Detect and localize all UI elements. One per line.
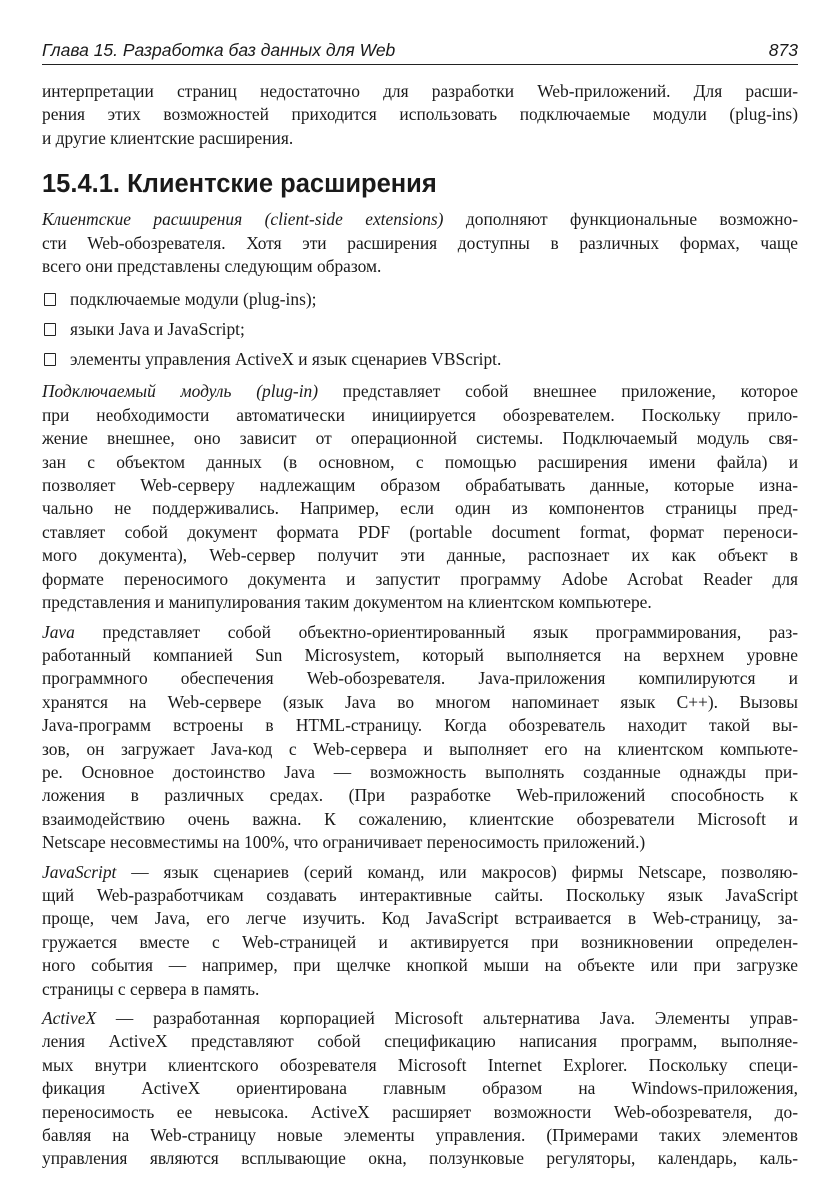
text-line: ного события — например, при щелчке кнопкой мыши на объекте или при загрузке (42, 955, 798, 976)
intro-paragraph (42, 80, 798, 150)
list-item (42, 344, 798, 374)
text-line: работанный компанией Sun Microsystem, который выполняется на верхнем уровне (42, 644, 798, 665)
section-heading: 15.4.1. Клиентские расширения (42, 170, 437, 199)
text-line: рения этих возможностей приходится использовать подключаемые модули (plug-ins) (42, 104, 798, 125)
text-line: фикация ActiveX ориентирована главным образом на Windows-приложения, (42, 1078, 798, 1099)
text-line (42, 380, 798, 403)
paragraph-javascript (42, 861, 798, 1001)
text-line: ставляет собой документ формата PDF (portable document format, формат переноси- (42, 521, 798, 542)
page-number: 873 (768, 40, 798, 60)
text-line: взаимодействию очень важна. К сожалению, клиентские обозреватели Microsoft и (42, 808, 798, 829)
list-item-text: языки Java и JavaScript; (70, 318, 245, 339)
checkbox-bullet-icon (44, 323, 56, 336)
list-item-text: подключаемые модули (plug-ins); (70, 288, 317, 309)
text-line: жение внешнее, оно зависит от операционной системы. Подключаемый модуль свя- (42, 428, 798, 449)
paragraph-java (42, 621, 798, 855)
paragraph-activex (42, 1007, 798, 1171)
list-item-text: элементы управления ActiveX и язык сценариев VBScript. (70, 348, 502, 369)
text-line: и другие клиентские расширения. (42, 127, 294, 148)
text-line (42, 861, 798, 884)
text-span: дополняют функциональные возможно- (443, 209, 798, 230)
text-line: ления ActiveX представляют собой спецификацию написания программ, выполняе- (42, 1031, 798, 1052)
text-line: хранятся на Web-сервере (язык Java во многом напоминает язык C++). Вызовы (42, 691, 798, 712)
text-line: при необходимости автоматически инициируется обозревателем. Поскольку прило- (42, 404, 798, 425)
text-line: управления являются всплывающие окна, ползунковые регуляторы, календарь, каль- (42, 1148, 798, 1169)
term: ActiveX (42, 1008, 97, 1028)
term: JavaScript (42, 861, 117, 882)
paragraph-client-extensions (42, 208, 798, 278)
text-line: ложения в различных средах. (При разработке Web-приложений способность к (42, 785, 798, 806)
running-header (42, 40, 798, 65)
bullet-list (42, 284, 798, 374)
text-line: проще, чем Java, его легче изучить. Код JavaScript встраивается в Web-страницу, за- (42, 908, 798, 929)
paragraph-plugin (42, 380, 798, 614)
text-line: гружается вместе с Web-страницей и активируется при возникновении определен- (42, 931, 798, 952)
text-line (42, 208, 798, 231)
list-item (42, 314, 798, 344)
text-line: сти Web-обозревателя. Хотя эти расширения доступны в различных формах, чаще (42, 232, 798, 253)
list-item (42, 284, 798, 314)
text-line: формате переносимого документа и запустит программу Adobe Acrobat Reader для (42, 568, 798, 589)
text-line: зов, он загружает Java-код с Web-сервера и выполняет его на клиентском компьюте- (42, 738, 798, 759)
text-line: зан с объектом данных (в основном, с помощью расширения имени файла) и (42, 451, 798, 472)
text-line: страницы с сервера в память. (42, 978, 260, 999)
text-line (42, 621, 798, 644)
checkbox-bullet-icon (44, 353, 56, 366)
text-span: представляет собой внешнее приложение, которое (318, 381, 798, 402)
term: Подключаемый модуль (plug-in) (42, 381, 319, 402)
text-line: ре. Основное достоинство Java — возможность выполнять созданные однажды при- (42, 761, 798, 782)
text-span: представляет собой объектно-ориентированный язык программирования, раз- (74, 621, 798, 642)
page-body (42, 80, 798, 1177)
text-line: представления и манипулирования таким документом на клиентском компьютере. (42, 592, 652, 613)
text-line: щий Web-разработчикам создавать интерактивные сайты. Поскольку язык JavaScript (42, 884, 798, 905)
term: Java (42, 621, 75, 642)
text-line: переносимость ее невысока. ActiveX расширяет возможности Web-обозревателя, до- (42, 1101, 798, 1122)
text-line: программного обеспечения Web-обозревателя. Java-приложения компилируются и (42, 668, 798, 689)
text-span: — язык сценариев (серий команд, или макросов) фирмы Netscape, позволяю- (116, 861, 798, 882)
text-line: всего они представлены следующим образом. (42, 256, 382, 277)
text-line: позволяет Web-серверу надлежащим образом обрабатывать данные, которые изна- (42, 475, 798, 496)
checkbox-bullet-icon (44, 293, 56, 306)
text-line: интерпретации страниц недостаточно для разработки Web-приложений. Для расши- (42, 81, 798, 101)
text-line: мого документа), Web-сервер получит эти данные, распознает их как объект в (42, 545, 798, 566)
text-line: мых внутри клиентского обозревателя Microsoft Internet Explorer. Поскольку специ- (42, 1054, 798, 1075)
term: Клиентские расширения (client-side extensions) (42, 209, 444, 230)
text-line: Java-программ встроены в HTML-страницу. Когда обозреватель находит такой вы- (42, 715, 798, 736)
text-line: чально не поддерживались. Например, если один из компонентов страницы пред- (42, 498, 798, 519)
text-line: бавляя на Web-страницу новые элементы управления. (Примерами таких элементов (42, 1125, 798, 1146)
chapter-title: Глава 15. Разработка баз данных для Web (42, 40, 396, 60)
text-line (42, 1007, 798, 1030)
text-line: Netscape несовместимы на 100%, что ограничивает переносимость приложений.) (42, 832, 646, 853)
text-span: — разработанная корпорацией Microsoft альтернатива Java. Элементы управ- (96, 1008, 798, 1028)
